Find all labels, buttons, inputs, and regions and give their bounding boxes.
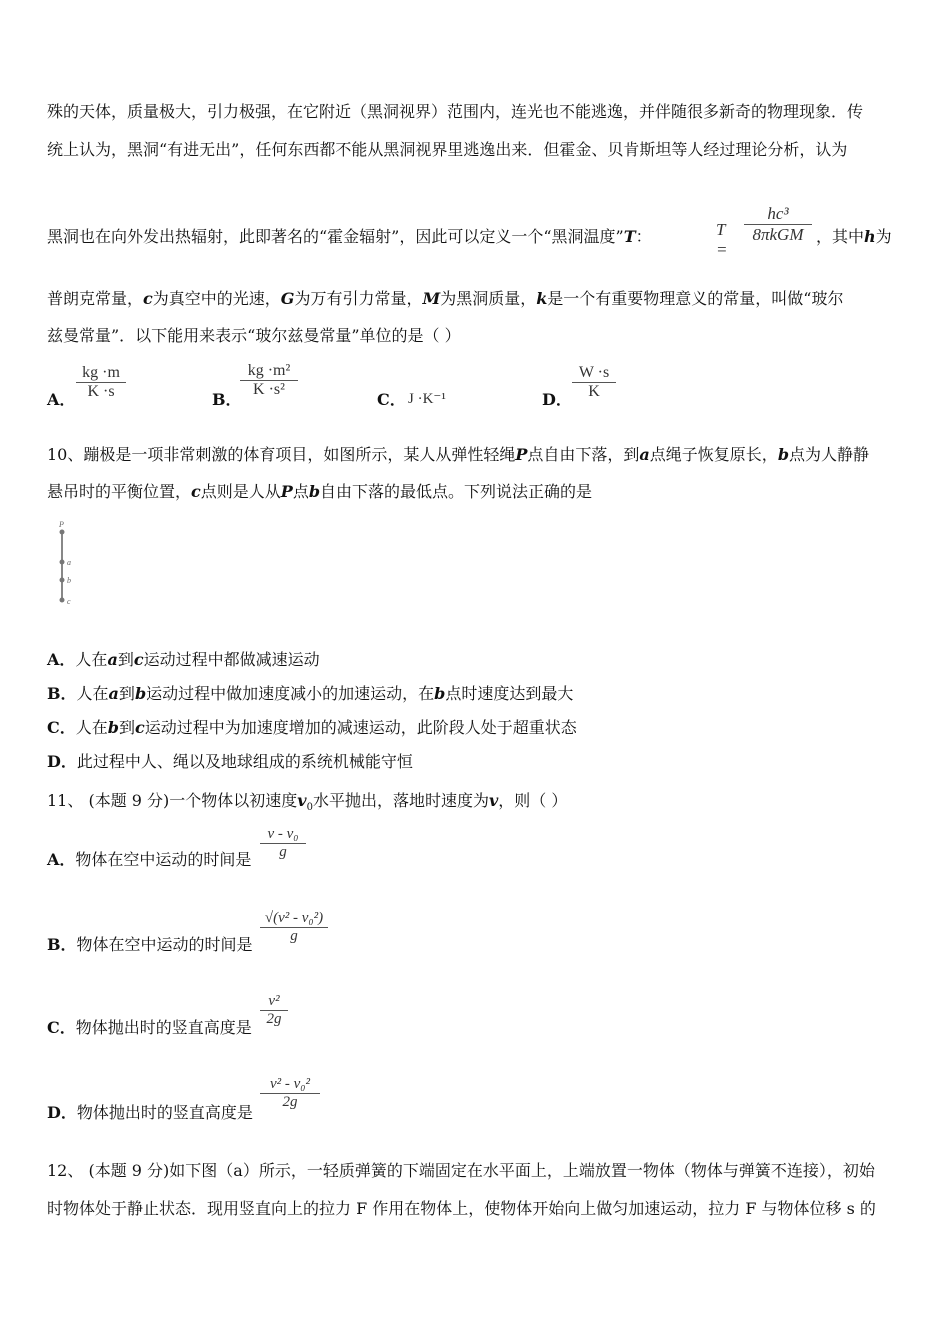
q12-line-2: 时物体处于静止状态．现用竖直向上的拉力 F 作用在物体上，使物体开始向上做匀加速运动，拉力 F 与物体位移 s 的 xyxy=(47,1199,876,1218)
point-c-dot xyxy=(60,598,65,603)
q9-option-d-label[interactable]: D． xyxy=(542,390,572,409)
point-a-label: a xyxy=(67,558,71,567)
point-p-label: P xyxy=(59,520,64,529)
q9-option-b-label[interactable]: B． xyxy=(212,390,242,409)
q10-option-d[interactable]: D．此过程中人、绳以及地球组成的系统机械能守恒 xyxy=(47,752,413,771)
q12-line-1: 12、 (本题 9 分)如下图（a）所示，一轻质弹簧的下端固定在水平面上，上端放置一物体（物体与弹簧不连接），初始 xyxy=(47,1161,875,1180)
q10-option-a[interactable]: A．人在a到c运动过程中都做减速运动 xyxy=(47,650,320,669)
q9-option-a-label[interactable]: A． xyxy=(47,390,76,409)
q11-option-b-fraction: √(v² - v₀²) g xyxy=(260,910,328,945)
q10-option-c[interactable]: C．人在b到c运动过程中为加速度增加的减速运动，此阶段人处于超重状态 xyxy=(47,718,577,737)
q9-line-4: 普朗克常量，c为真空中的光速，G为万有引力常量，M为黑洞质量，k是一个有重要物理意义的常量，叫做“玻尔 xyxy=(47,289,844,308)
q11-option-d-fraction: v² - v₀² 2g xyxy=(260,1076,320,1111)
q9-line-3-tail: ，其中h为 xyxy=(816,227,892,246)
q10-stem-line-2: 悬吊时的平衡位置，c点则是人从P点b自由下落的最低点。下列说法正确的是 xyxy=(47,482,593,501)
q10-option-b[interactable]: B．人在a到b运动过程中做加速度减小的加速运动，在b点时速度达到最大 xyxy=(47,684,574,703)
q9-line-1: 殊的天体，质量极大，引力极强，在它附近（黑洞视界）范围内，连光也不能逃逸，并伴随很多新奇的物理现象．传 xyxy=(47,102,864,121)
q9-option-a-fraction: kg ·m K ·s xyxy=(76,364,126,401)
q11-option-a[interactable]: A．物体在空中运动的时间是 xyxy=(47,850,252,869)
q11-option-a-fraction: v - v₀ g xyxy=(260,826,306,861)
q9-option-d-fraction: W ·s K xyxy=(572,364,616,401)
point-c-label: c xyxy=(67,597,71,606)
q9-line-2: 统上认为，黑洞“有进无出”，任何东西都不能从黑洞视界里逃逸出来．但霍金、贝肯斯坦等人经过理论分析，认为 xyxy=(47,140,848,159)
q11-option-c[interactable]: C．物体抛出时的竖直高度是 xyxy=(47,1018,252,1037)
point-b-label: b xyxy=(67,576,71,585)
q9-line-5: 兹曼常量”．以下能用来表示“玻尔兹曼常量”单位的是（ ） xyxy=(47,326,461,345)
q10-stem-line-1: 10、蹦极是一项非常刺激的体育项目，如图所示，某人从弹性轻绳P点自由下落，到a点绳子恢复原长，b点为人静静 xyxy=(47,445,870,464)
q9-option-c-label[interactable]: C． xyxy=(377,390,406,409)
bungee-diagram xyxy=(50,518,90,610)
q11-stem: 11、 (本题 9 分)一个物体以初速度$v_0$水平抛出，落地时速度为v，则（ ） xyxy=(47,791,568,814)
q9-option-c-expression: J ·K⁻¹ xyxy=(408,391,446,407)
point-b-dot xyxy=(60,578,65,583)
point-p-dot xyxy=(60,530,65,535)
q11-option-d[interactable]: D．物体抛出时的竖直高度是 xyxy=(47,1103,253,1122)
point-a-dot xyxy=(60,560,65,565)
q11-option-b[interactable]: B．物体在空中运动的时间是 xyxy=(47,935,253,954)
q9-option-b-fraction: kg ·m² K ·s² xyxy=(240,362,298,399)
q11-option-c-fraction: v² 2g xyxy=(260,993,288,1028)
q9-line-3: 黑洞也在向外发出热辐射，此即著名的“霍金辐射”，因此可以定义一个“黑洞温度”T： xyxy=(47,227,652,246)
